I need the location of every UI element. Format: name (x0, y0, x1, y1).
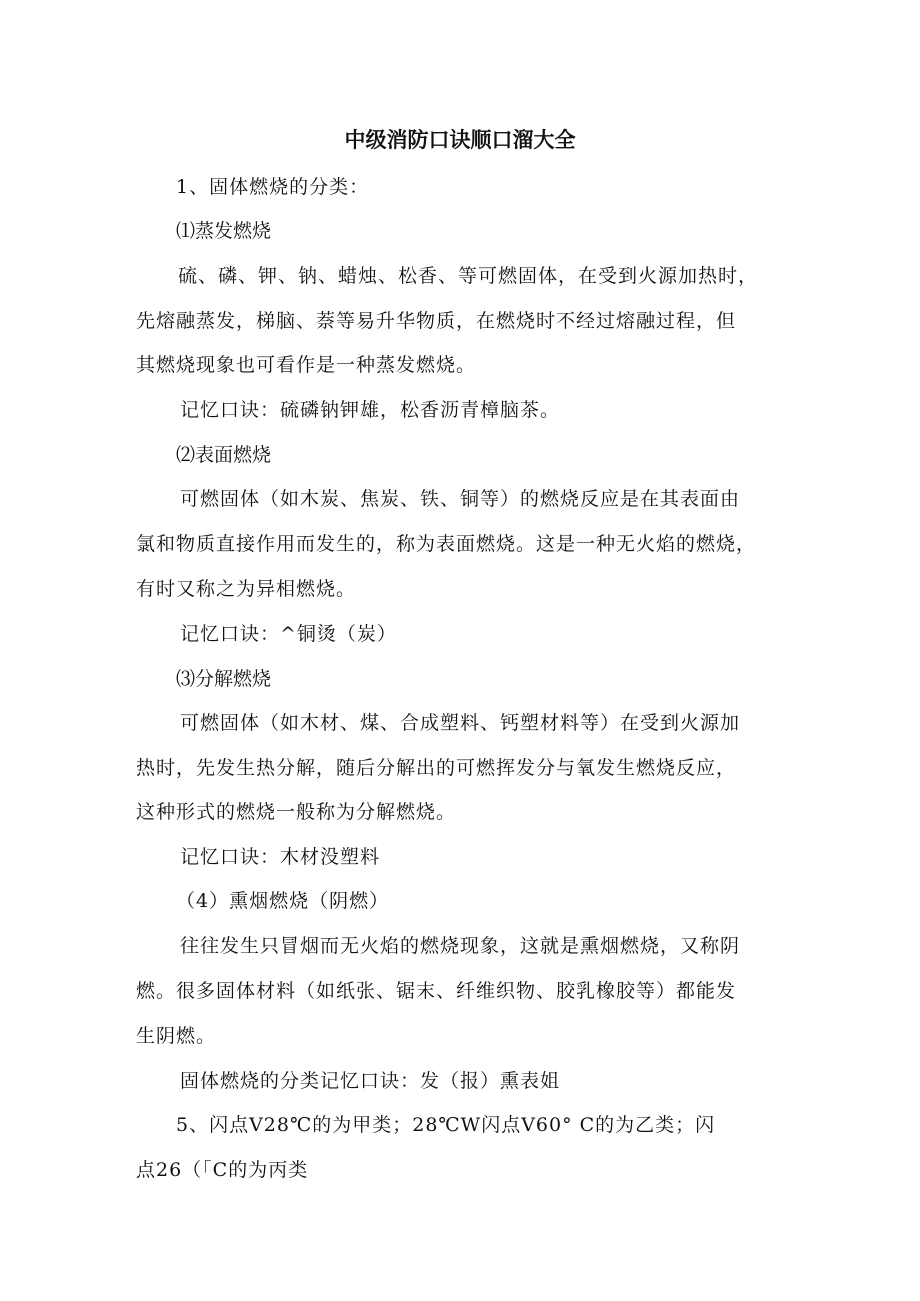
mnemonic-line: 记忆口诀：硫磷钠钾雄，松香沥青樟脑茶。 (180, 399, 561, 421)
paragraph-line: 可燃固体（如木材、煤、合成塑料、钙塑材料等）在受到火源加 (180, 712, 741, 734)
mnemonic-line: 记忆口诀：^铜烫（炭） (180, 623, 397, 645)
document-title: 中级消防口诀顺口溜大全 (344, 128, 576, 152)
paragraph-line: 有时又称之为异相燃烧。 (136, 578, 357, 600)
paragraph-line: 生阴燃。 (136, 1025, 217, 1047)
paragraph-line: 热时，先发生热分解，随后分解出的可燃挥发分与氧发生燃烧反应， (136, 757, 737, 779)
mnemonic-line: 固体燃烧的分类记忆口诀：发（报）熏表姐 (180, 1070, 561, 1092)
paragraph-line: 其燃烧现象也可看作是一种蒸发燃烧。 (136, 354, 477, 376)
paragraph-line: 可燃固体（如木炭、焦炭、铁、铜等）的燃烧反应是在其表面由 (180, 488, 741, 510)
subheading-evaporative-combustion: ⑴蒸发燃烧 (176, 220, 272, 242)
paragraph-line: 往往发生只冒烟而无火焰的燃烧现象，这就是熏烟燃烧，又称阴 (180, 935, 741, 957)
subheading-smoldering-combustion: （4）熏烟燃烧（阴燃） (176, 890, 390, 912)
flash-point-classification-line: 5、闪点V28℃的为甲类；28℃W闪点V60° C的为乙类；闪 (176, 1114, 716, 1136)
paragraph-line: 先熔融蒸发，梯脑、萘等易升华物质，在燃烧时不经过熔融过程，但 (136, 310, 737, 332)
subheading-surface-combustion: ⑵表面燃烧 (176, 444, 272, 466)
paragraph-line: 这种形式的燃烧一般称为分解燃烧。 (136, 801, 457, 823)
paragraph-line: 燃。很多固体材料（如纸张、锯末、纤维织物、胶乳橡胶等）都能发 (136, 980, 737, 1002)
flash-point-classification-line: 点26（「C的为丙类 (136, 1159, 309, 1181)
subheading-decomposition-combustion: ⑶分解燃烧 (176, 668, 272, 690)
heading-solid-combustion-types: 1、固体燃烧的分类： (176, 176, 370, 198)
paragraph-line: 氯和物质直接作用而发生的，称为表面燃烧。这是一种无火焰的燃烧， (136, 533, 757, 555)
paragraph-line: 硫、磷、钾、钠、蜡烛、松香、等可燃固体，在受到火源加热时， (178, 265, 759, 287)
mnemonic-line: 记忆口诀：木材没塑料 (180, 846, 381, 868)
